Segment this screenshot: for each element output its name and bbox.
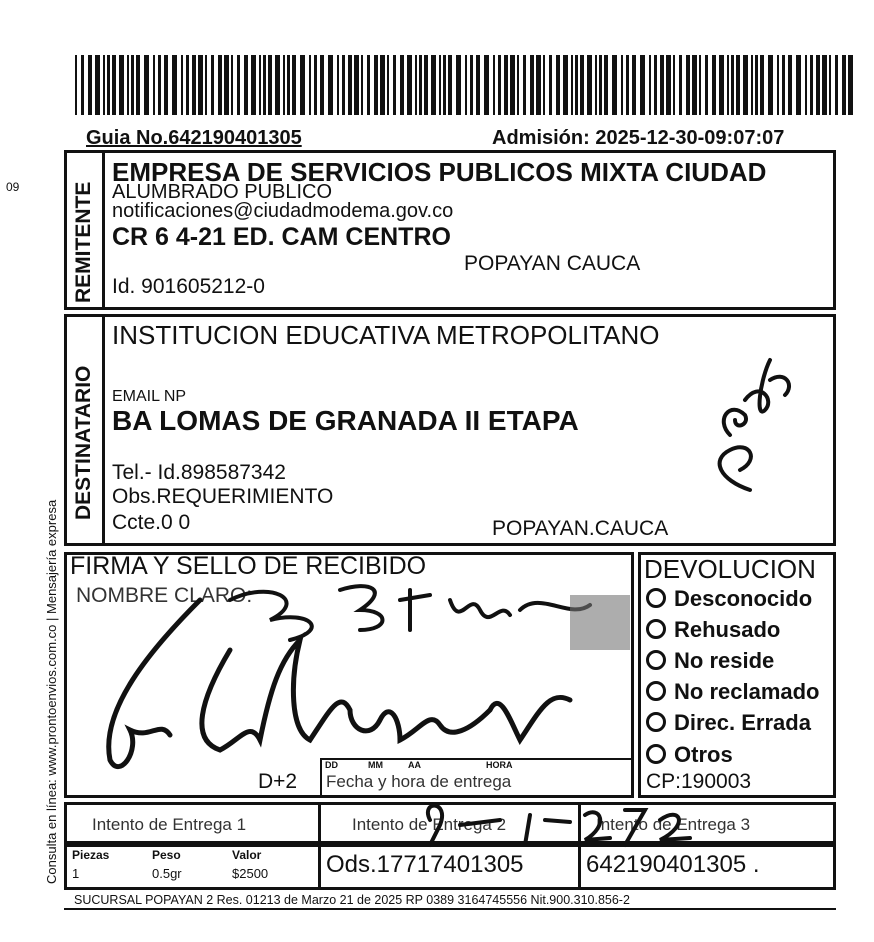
barcode-bar (563, 55, 568, 115)
firma-title: FIRMA Y SELLO DE RECIBIDO (70, 552, 427, 580)
date-day-label: DD (325, 760, 338, 770)
time-label: HORA (486, 760, 513, 770)
barcode-bar (361, 55, 363, 115)
piezas-label: Piezas (72, 848, 110, 862)
barcode-bar (621, 55, 623, 115)
barcode-bar (510, 55, 515, 115)
option-otros[interactable]: Otros (646, 742, 733, 768)
barcode-bar (699, 55, 701, 115)
destinatario-address: BA LOMAS DE GRANADA II ETAPA (112, 405, 579, 436)
barcode-bar (400, 55, 404, 115)
barcode-bar (320, 55, 324, 115)
barcode-bar (580, 55, 584, 115)
barcode-bar (103, 55, 105, 115)
radio-circle-icon (646, 681, 666, 701)
barcode-bar (153, 55, 155, 115)
barcode-bar (419, 55, 422, 115)
barcode-bar (835, 55, 838, 115)
barcode-bar (504, 55, 508, 115)
barcode-bar (493, 55, 495, 115)
barcode-bar (337, 55, 339, 115)
peso-label: Peso (152, 848, 181, 862)
barcode-bar (259, 55, 261, 115)
d-plus-label: D+2 (258, 770, 298, 793)
barcode-bar (796, 55, 801, 115)
barcode-bar (119, 55, 124, 115)
handwritten-date (420, 800, 720, 850)
barcode-bar (587, 55, 592, 115)
handwritten-signature (70, 570, 630, 790)
barcode-bar (275, 55, 280, 115)
barcode-bar (314, 55, 317, 115)
barcode-bar (224, 55, 229, 115)
option-no-reclamado[interactable]: No reclamado (646, 679, 820, 705)
barcode (75, 55, 855, 115)
barcode-bar (244, 55, 248, 115)
barcode-bar (788, 55, 792, 115)
barcode-bar (640, 55, 645, 115)
remitente-id: Id. 901605212-0 (112, 275, 265, 298)
barcode-bar (829, 55, 831, 115)
guia-number-label: Guia No.642190401305 (86, 127, 302, 149)
barcode-bar (604, 55, 608, 115)
barcode-bar (654, 55, 657, 115)
barcode-bar (626, 55, 629, 115)
barcode-bar (328, 55, 333, 115)
destinatario-tel: Tel.- Id.898587342 (112, 461, 286, 484)
barcode-bar (595, 55, 597, 115)
barcode-bar (424, 55, 428, 115)
barcode-bar (81, 55, 84, 115)
barcode-bar (822, 55, 827, 115)
option-rehusado[interactable]: Rehusado (646, 617, 780, 643)
barcode-bar (186, 55, 189, 115)
barcode-bar (309, 55, 311, 115)
intento-2-label: Intento de Entrega 2 (352, 815, 507, 834)
barcode-bar (112, 55, 116, 115)
valor-value: $2500 (232, 866, 269, 881)
barcode-bar (692, 55, 697, 115)
barcode-bar (705, 55, 708, 115)
barcode-bar (782, 55, 785, 115)
radio-circle-icon (646, 744, 666, 764)
barcode-bar (283, 55, 285, 115)
barcode-bar (736, 55, 740, 115)
barcode-bar (768, 55, 773, 115)
remitente-label: REMITENTE (72, 181, 95, 303)
barcode-bar (731, 55, 734, 115)
barcode-bar (805, 55, 807, 115)
delivery-datetime-label: Fecha y hora de entrega (326, 772, 512, 791)
barcode-bar (448, 55, 452, 115)
barcode-bar (848, 55, 853, 115)
barcode-bar (760, 55, 764, 115)
barcode-bar (777, 55, 779, 115)
barcode-bar (842, 55, 846, 115)
barcode-bar (192, 55, 196, 115)
barcode-bar (251, 55, 256, 115)
date-month-label: MM (368, 760, 383, 770)
barcode-bar (755, 55, 758, 115)
barcode-bar (660, 55, 664, 115)
barcode-bar (95, 55, 100, 115)
barcode-bar (393, 55, 396, 115)
barcode-bar (292, 55, 296, 115)
piezas-value: 1 (72, 866, 80, 881)
destinatario-name: INSTITUCION EDUCATIVA METROPOLITANO (112, 320, 660, 350)
handwritten-annotation (690, 340, 800, 500)
option-direc-errada[interactable]: Direc. Errada (646, 710, 811, 736)
ods-number: Ods.17717401305 (326, 851, 524, 878)
barcode-bar (523, 55, 526, 115)
destinatario-email: EMAIL NP (112, 388, 187, 405)
barcode-bar (498, 55, 501, 115)
barcode-bar (443, 55, 446, 115)
barcode-bar (300, 55, 305, 115)
barcode-bar (719, 55, 724, 115)
barcode-bar (172, 55, 177, 115)
barcode-bar (571, 55, 573, 115)
barcode-bar (743, 55, 748, 115)
barcode-bar (367, 55, 370, 115)
barcode-bar (164, 55, 168, 115)
barcode-bar (107, 55, 110, 115)
barcode-bar (679, 55, 682, 115)
barcode-bar (517, 55, 519, 115)
barcode-bar (727, 55, 729, 115)
barcode-bar (439, 55, 441, 115)
intento-1-label: Intento de Entrega 1 (92, 815, 247, 834)
nombre-claro-label: NOMBRE CLARO: (76, 584, 253, 607)
admision-timestamp: Admisión: 2025-12-30-09:07:07 (492, 127, 785, 149)
barcode-bar (556, 55, 560, 115)
destinatario-label: DESTINATARIO (72, 365, 95, 520)
option-desconocido[interactable]: Desconocido (646, 586, 812, 612)
devolucion-title: DEVOLUCION (644, 554, 816, 584)
destinatario-obs: Obs.REQUERIMIENTO (112, 485, 334, 508)
barcode-bar (575, 55, 578, 115)
barcode-bar (374, 55, 378, 115)
barcode-bar (237, 55, 240, 115)
remitente-email: notificaciones@ciudadmodema.gov.co (112, 200, 454, 222)
peso-value: 0.5gr (152, 866, 182, 881)
barcode-bar (127, 55, 129, 115)
barcode-bar (431, 55, 436, 115)
barcode-bar (632, 55, 636, 115)
barcode-bar (712, 55, 716, 115)
barcode-bar (348, 55, 352, 115)
intento-3-label: Intento de Entrega 3 (596, 815, 751, 834)
barcode-bar (465, 55, 467, 115)
remitente-city: POPAYAN CAUCA (464, 252, 641, 275)
barcode-bar (686, 55, 690, 115)
destinatario-ccte: Ccte.0 0 (112, 511, 191, 534)
date-year-label: AA (408, 760, 421, 770)
barcode-bar (205, 55, 207, 115)
barcode-bar (612, 55, 617, 115)
radio-circle-icon (646, 712, 666, 732)
barcode-bar (673, 55, 675, 115)
barcode-bar (407, 55, 412, 115)
footer-text: SUCURSAL POPAYAN 2 Res. 01213 de Marzo 21 de 2025 RP 0389 3164745556 Nit.900.310.856-2 (74, 893, 630, 907)
barcode-bar (470, 55, 473, 115)
barcode-bar (158, 55, 161, 115)
barcode-bar (131, 55, 134, 115)
barcode-bar (476, 55, 480, 115)
destinatario-city: POPAYAN.CAUCA (492, 517, 669, 540)
barcode-bar (354, 55, 359, 115)
side-mark: 09 (6, 180, 20, 194)
barcode-bar (342, 55, 345, 115)
barcode-bar (181, 55, 183, 115)
guia-number-box: 642190401305 . (586, 851, 760, 878)
radio-circle-icon (646, 619, 666, 639)
valor-label: Valor (232, 848, 262, 862)
barcode-bar (816, 55, 820, 115)
barcode-bar (268, 55, 272, 115)
barcode-bar (484, 55, 489, 115)
barcode-bar (287, 55, 290, 115)
option-no-reside[interactable]: No reside (646, 648, 774, 674)
barcode-bar (263, 55, 266, 115)
barcode-bar (649, 55, 651, 115)
remitente-department: ALUMBRADO PUBLICO (112, 181, 333, 203)
radio-circle-icon (646, 588, 666, 608)
barcode-bar (136, 55, 140, 115)
barcode-bar (415, 55, 417, 115)
barcode-bar (231, 55, 233, 115)
barcode-bar (218, 55, 222, 115)
barcode-bar (456, 55, 461, 115)
side-info-text: Consulta en línea: www.prontoenvios.com.co | Mensajería expresa (44, 499, 59, 884)
remitente-company: EMPRESA DE SERVICIOS PUBLICOS MIXTA CIUDAD (112, 157, 767, 187)
barcode-bar (549, 55, 552, 115)
barcode-bar (211, 55, 214, 115)
barcode-bar (810, 55, 813, 115)
barcode-bar (387, 55, 389, 115)
postal-code: CP:190003 (646, 770, 752, 793)
remitente-address: CR 6 4-21 ED. CAM CENTRO (112, 223, 451, 251)
radio-circle-icon (646, 650, 666, 670)
barcode-bar (88, 55, 92, 115)
barcode-bar (144, 55, 149, 115)
barcode-bar (599, 55, 602, 115)
barcode-bar (666, 55, 671, 115)
barcode-bar (198, 55, 203, 115)
barcode-bar (751, 55, 753, 115)
barcode-bar (530, 55, 534, 115)
barcode-bar (75, 55, 77, 115)
barcode-bar (536, 55, 541, 115)
barcode-bar (380, 55, 385, 115)
barcode-bar (543, 55, 545, 115)
